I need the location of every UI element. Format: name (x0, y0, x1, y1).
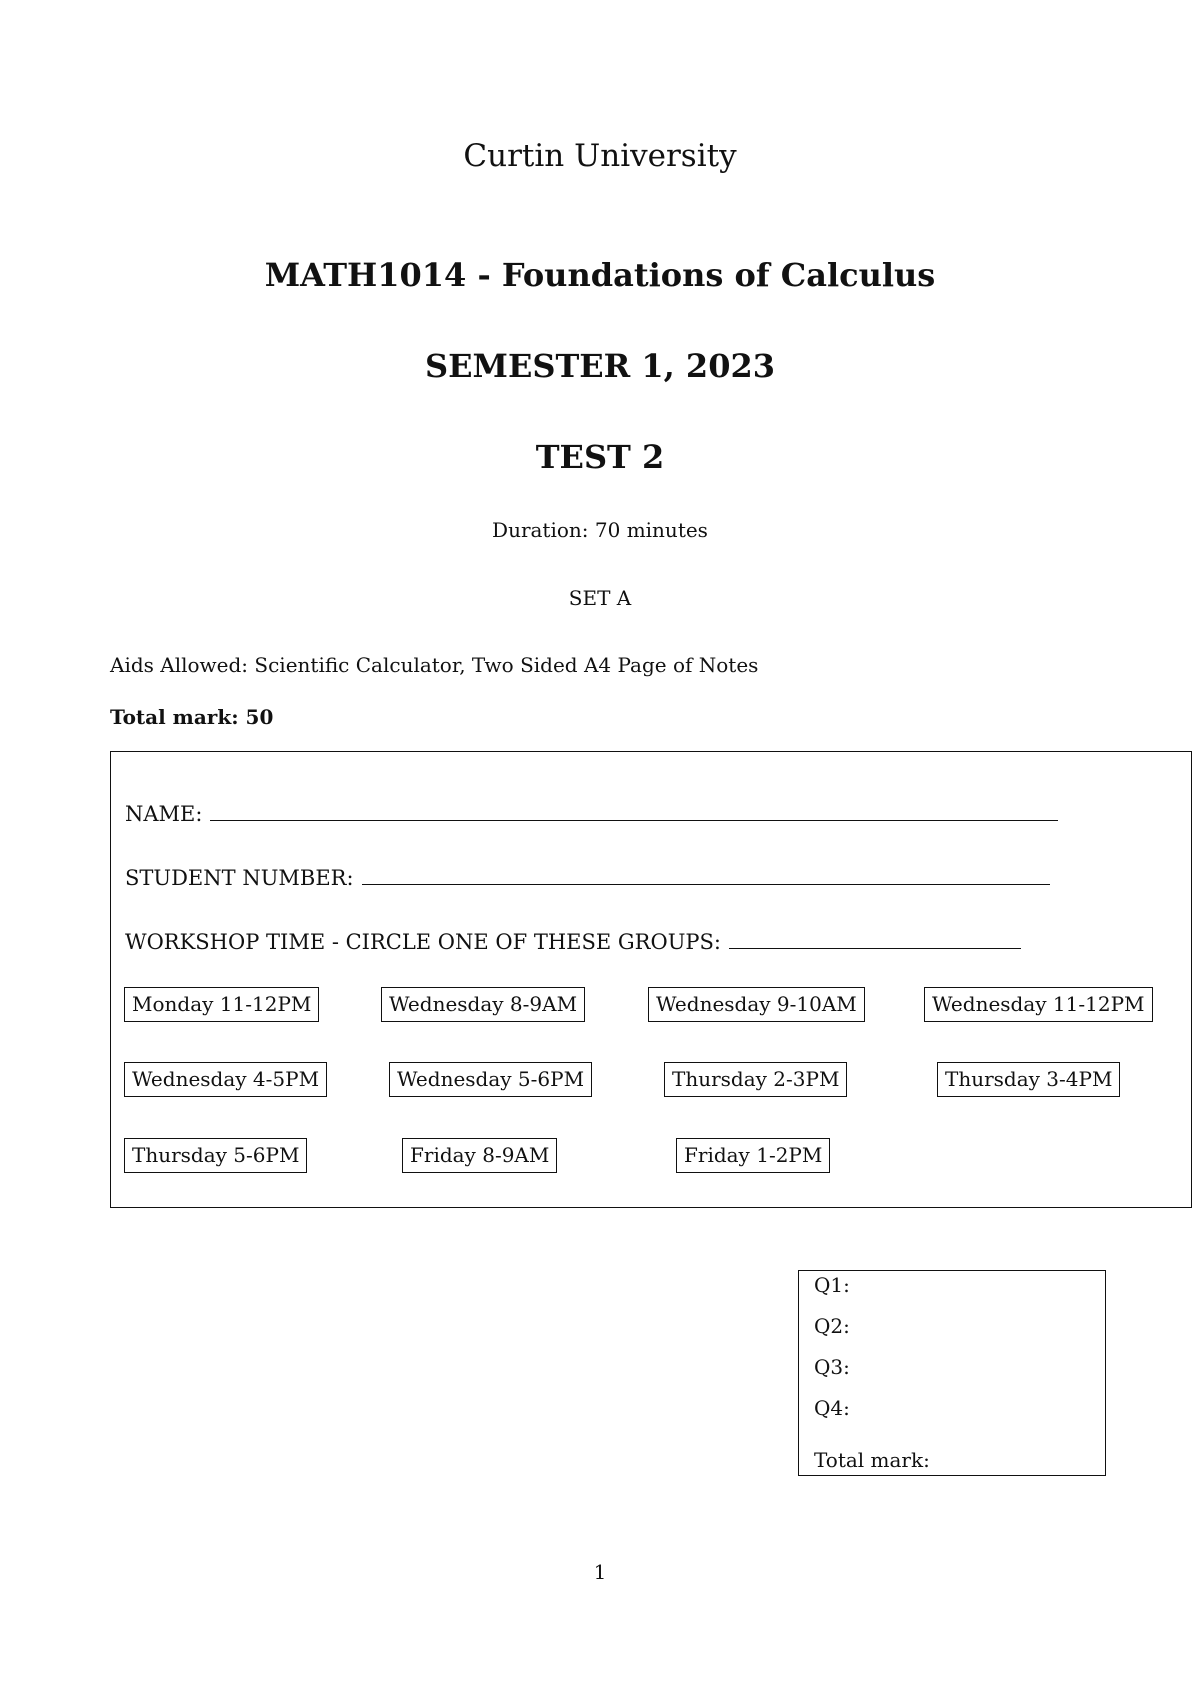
workshop-field-row (125, 930, 1021, 954)
score-q1-label: Q1: (814, 1273, 850, 1297)
page-number: 1 (593, 1560, 607, 1584)
course-title: MATH1014 - Foundations of Calculus (264, 256, 936, 294)
test-heading: TEST 2 (535, 438, 665, 476)
score-q2-label: Q2: (814, 1314, 850, 1338)
group-option[interactable]: Friday 8-9AM (402, 1138, 557, 1173)
group-option[interactable]: Monday 11-12PM (124, 987, 319, 1022)
student-number-label: STUDENT NUMBER: (125, 866, 354, 890)
student-number-field-row (125, 866, 1050, 890)
score-total-label: Total mark: (814, 1448, 930, 1472)
name-label: NAME: (125, 802, 203, 826)
name-input-line[interactable] (210, 819, 1058, 821)
group-option[interactable]: Wednesday 9-10AM (648, 987, 865, 1022)
student-info-box (110, 751, 1192, 1208)
set-label: SET A (568, 586, 632, 610)
group-option[interactable]: Thursday 3-4PM (937, 1062, 1120, 1097)
score-box (798, 1270, 1106, 1476)
group-option[interactable]: Friday 1-2PM (676, 1138, 830, 1173)
workshop-label: WORKSHOP TIME - CIRCLE ONE OF THESE GROUPS: (125, 930, 721, 954)
name-field-row (125, 802, 1058, 826)
group-option[interactable]: Wednesday 5-6PM (389, 1062, 592, 1097)
group-option[interactable]: Thursday 5-6PM (124, 1138, 307, 1173)
university-name: Curtin University (463, 138, 737, 174)
total-mark-text: Total mark: 50 (110, 705, 274, 729)
score-q4-label: Q4: (814, 1396, 850, 1420)
group-option[interactable]: Wednesday 8-9AM (381, 987, 585, 1022)
aids-allowed-text: Aids Allowed: Scientific Calculator, Two Sided A4 Page of Notes (110, 653, 759, 677)
group-option[interactable]: Wednesday 11-12PM (924, 987, 1153, 1022)
group-option[interactable]: Thursday 2-3PM (664, 1062, 847, 1097)
group-option[interactable]: Wednesday 4-5PM (124, 1062, 327, 1097)
student-number-input-line[interactable] (362, 883, 1050, 885)
workshop-input-line[interactable] (729, 947, 1021, 949)
score-q3-label: Q3: (814, 1355, 850, 1379)
semester-heading: SEMESTER 1, 2023 (425, 347, 775, 385)
duration-text: Duration: 70 minutes (492, 518, 708, 542)
